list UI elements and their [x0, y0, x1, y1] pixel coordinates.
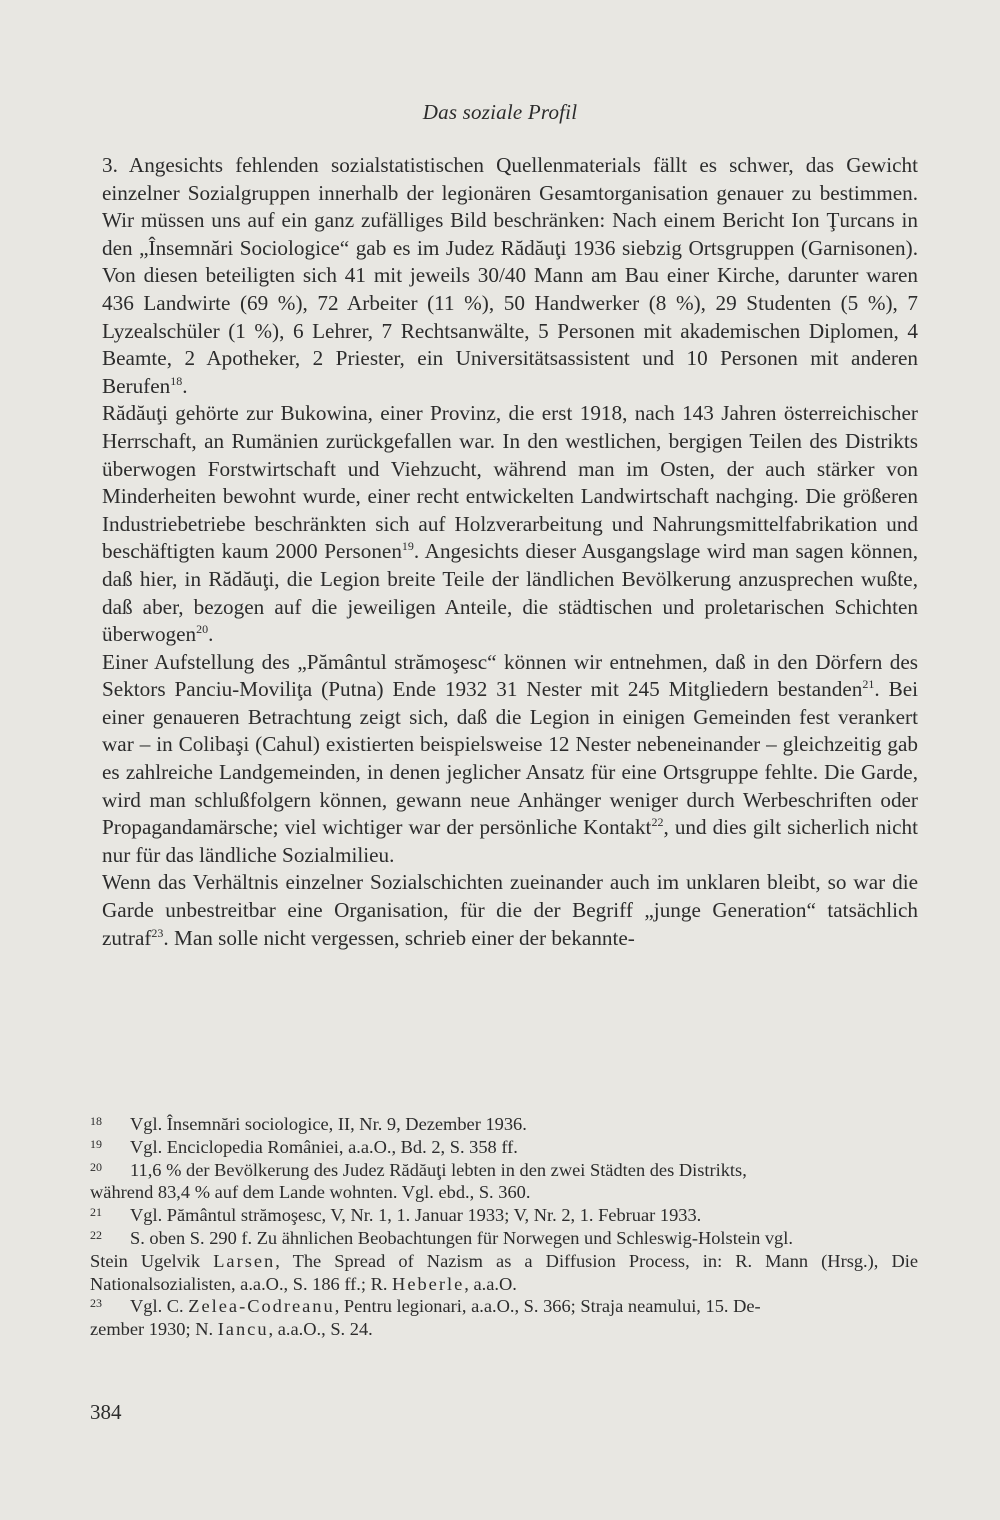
footnote-text: Vgl. Însemnări sociologice, II, Nr. 9, Dezember 1936.: [130, 1114, 527, 1134]
spaced-author-name: Iancu: [217, 1319, 269, 1340]
footnote-text: Vgl. Pământul strămoşesc, V, Nr. 1, 1. Januar 1933; V, Nr. 2, 1. Februar 1933.: [130, 1205, 702, 1226]
footnote-20-continuation: während 83,4 % auf dem Lande wohnten. Vgl. ebd., S. 360.: [90, 1182, 531, 1203]
footnote-ref-23: 23: [151, 925, 164, 940]
footnote-21: [90, 1204, 918, 1227]
footnote-number: 22: [90, 1227, 102, 1242]
footnote-text: S. oben S. 290 f. Zu ähnlichen Beobachtungen für Norwegen und Schleswig-Holstein vgl.: [130, 1227, 793, 1248]
running-head: Das soziale Profil: [422, 100, 578, 124]
paragraph-4: Wenn das Verhältnis einzelner Sozialschichten zueinander auch im unklaren bleibt, so war die Garde unbestreitbar eine Organisation, für die der Begriff „junge Generation“ tatsächlich zutraf$^{23}$. Man solle nicht vergessen, schrieb einer der bekannte-: [102, 870, 918, 950]
footnote-text: Vgl. Enciclopedia României, a.a.O., Bd. 2, S. 358 ff.: [130, 1136, 518, 1157]
footnote-19: [90, 1136, 918, 1159]
spaced-author-name: Heberle: [392, 1273, 465, 1294]
footnote-18: [90, 1113, 918, 1136]
footnote-22: [90, 1227, 918, 1250]
footnote-ref-20: 20: [196, 622, 209, 637]
footnote-number: 20: [90, 1159, 102, 1174]
paragraph-2: Rădăuţi gehörte zur Bukowina, einer Provinz, die erst 1918, nach 143 Jahren österreichischer Herrschaft, an Rumänien zurückgefallen war. In den westlichen, bergigen Teilen des Distrikts überwogen Forstwirtschaft und Viehzucht, während man im Osten, der auch stärker von Minderheiten bewohnt wurde, einer recht entwickelten Landwirtschaft nachging. Die größeren Industriebetriebe beschränkten sich auf Holzverarbeitung und Nahrungsmittelfabrikation und beschäftigten kaum 2000 Personen$^{19}$. Angesichts dieser Ausgangslage wird man sagen können, daß hier, in Rădăuţi, die Legion breite Teile der ländlichen Bevölkerung anzusprechen wußte, daß aber, bezogen auf die jeweiligen Anteile, die städtischen und proletarischen Schichten überwogen$^{20}$.: [102, 401, 918, 647]
footnote-number: 19: [90, 1136, 102, 1151]
footnote-ref-21: 21: [862, 677, 875, 692]
footnotes: [90, 1113, 918, 1341]
footnote-ref-19: 19: [401, 539, 414, 554]
body-text: [102, 152, 918, 952]
paragraph-1: 3. Angesichts fehlenden sozialstatistischen Quellenmaterials fällt es schwer, das Gewicht einzelner Sozialgruppen innerhalb der legionären Gesamtorganisation genauer zu bestimmen. Wir müssen uns auf ein ganz zufälliges Bild beschränken: Nach einem Bericht Ion Ţurcans in den „Însemnări Sociologice“ gab es im Judez Rădăuţi 1936 siebzig Ortsgruppen (Garnisonen). Von diesen beteiligten sich 41 mit jeweils 30/40 Mann am Bau einer Kirche, darunter waren 436 Landwirte (69 %), 72 Arbeiter (11 %), 50 Handwerker (8 %), 29 Studenten (5 %), 7 Lyzealschüler (1 %), 6 Lehrer, 7 Rechtsanwälte, 5 Personen mit akademischen Diplomen, 4 Beamte, 2 Apotheker, 2 Priester, ein Universitätsassistent und 10 Personen mit anderen Berufen$^{18}$.: [102, 153, 918, 398]
spaced-author-name: Larsen: [213, 1250, 276, 1271]
footnote-text: Vgl. C. Zelea-Codreanu, Pentru legionari, a.a.O., S. 366; Straja neamului, 15. De-: [130, 1296, 761, 1317]
footnote-22-continuation: Stein Ugelvik Larsen, The Spread of Nazism as a Diffusion Process, in: R. Mann (Hrsg.), Die Nationalsozialisten, a.a.O., S. 186 ff.; R. Heberle, a.a.O.: [90, 1250, 918, 1294]
footnote-number: 21: [90, 1205, 102, 1220]
footnote-text: 11,6 % der Bevölkerung des Judez Rădăuţi lebten in den zwei Städten des Distrikts,: [130, 1159, 747, 1180]
footnote-ref-18: 18: [170, 373, 183, 388]
paragraph-3: Einer Aufstellung des „Pământul strămoşesc“ können wir entnehmen, daß in den Dörfern des Sektors Panciu-Moviliţa (Putna) Ende 1932 31 Nester mit 245 Mitgliedern bestanden$^{21}$. Bei einer genaueren Betrachtung zeigt sich, daß die Legion in einigen Gemeinden fest verankert war – in Colibaşi (Cahul) existierten beispielsweise 12 Nester nebeneinander – gleichzeitig gab es zahlreiche Landgemeinden, in denen jeglicher Ansatz für eine Ortsgruppe fehlte. Die Garde, wird man schlußfolgern können, gewann neue Anhänger weniger durch Werbeschriften oder Propagandamärsche; viel wichtiger war der persönliche Kontakt$^{22}$, und dies gilt sicherlich nicht nur für das ländliche Sozialmilieu.: [102, 649, 919, 867]
footnote-20: [90, 1159, 918, 1182]
footnote-23: [90, 1295, 918, 1318]
spaced-author-name: Zelea-Codreanu: [188, 1296, 335, 1317]
footnote-ref-22: 22: [651, 815, 664, 830]
footnote-23-continuation: zember 1930; N. Iancu, a.a.O., S. 24.: [90, 1319, 373, 1340]
footnote-number: 18: [90, 1114, 102, 1128]
footnote-number: 23: [90, 1296, 102, 1311]
page-number: 384: [90, 1400, 122, 1424]
